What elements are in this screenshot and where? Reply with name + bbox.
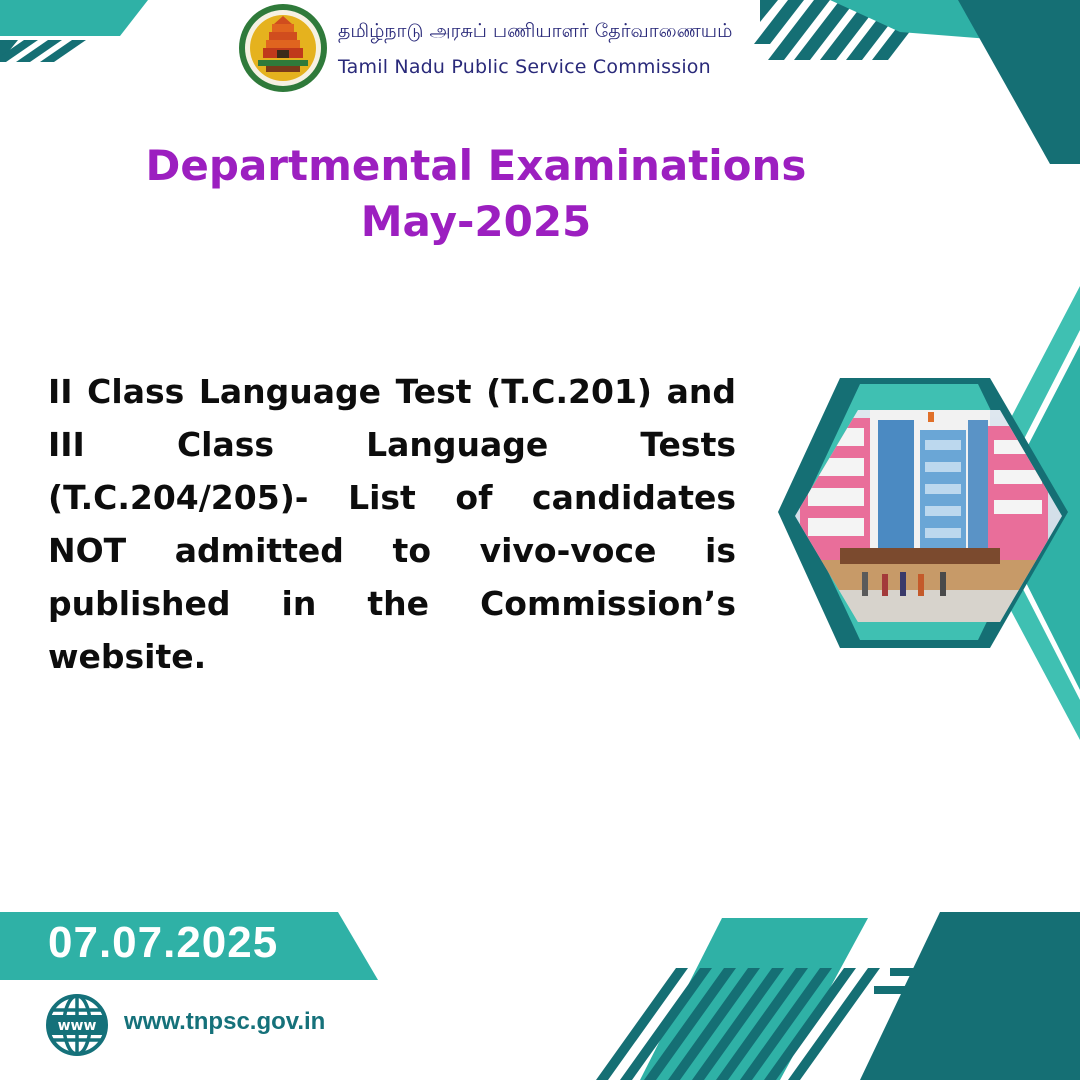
page-title — [0, 138, 952, 250]
globe-icon-label: www — [57, 1018, 97, 1034]
title-line-2: May-2025 — [360, 197, 592, 246]
title-line-1: Departmental Examinations — [145, 141, 807, 190]
globe-www-icon — [46, 994, 108, 1056]
tamil-nadu-emblem-icon — [236, 2, 330, 94]
org-name-tamil: தமிழ்நாடு அரசுப் பணியாளர் தேர்வாணையம் — [338, 20, 733, 42]
notice-date: 07.07.2025 — [48, 918, 279, 967]
notice-text: II Class Language Test (T.C.201) and III Class Language Tests (T.C.204/205)- List of candidates NOT admitted to vivo-voce is published in the Commission’s website. — [48, 372, 736, 676]
website-link[interactable]: www.tnpsc.gov.in — [124, 1008, 326, 1035]
org-name-english: Tamil Nadu Public Service Commission — [338, 56, 711, 78]
bottom-right-shapes — [596, 912, 1080, 1080]
top-left-stripes — [0, 0, 148, 62]
